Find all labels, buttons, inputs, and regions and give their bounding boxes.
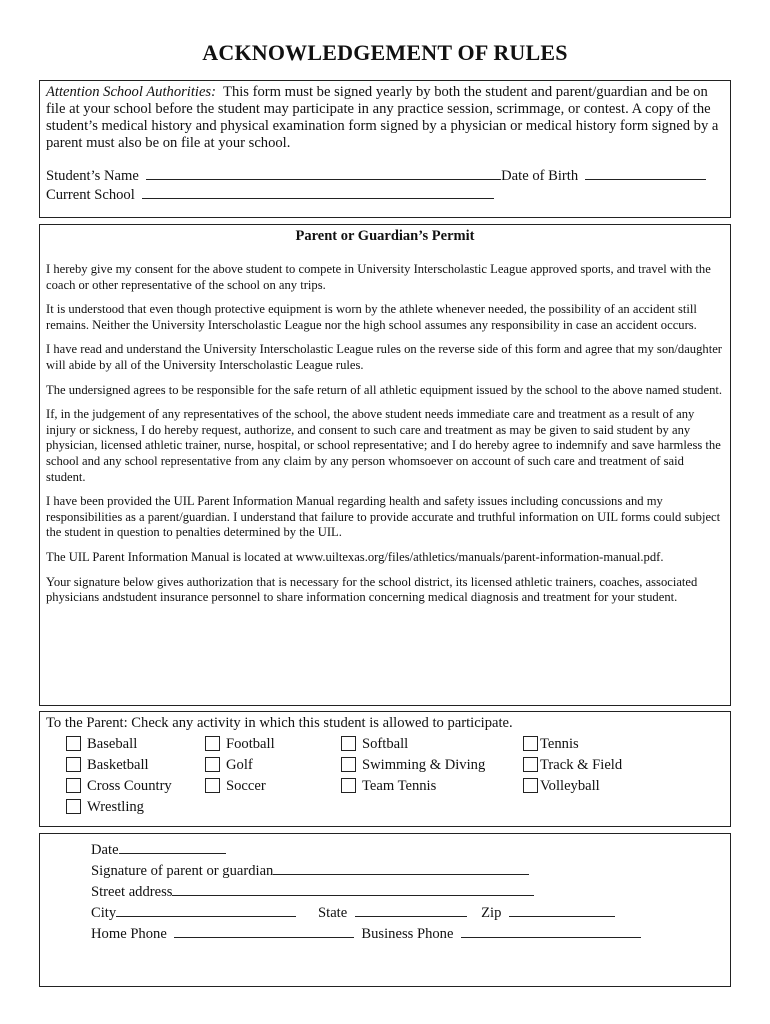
permit-paragraph: It is understood that even though protective equipment is worn by the athlete whenever needed, the possibility of an accident still remains. Neither the University Interscholastic League nor the high school assumes any responsibility in case an accident occurs. xyxy=(46,302,697,332)
date-label: Date xyxy=(91,842,119,858)
activity-team-tennis[interactable] xyxy=(341,778,436,795)
manual-location-paragraph: The UIL Parent Information Manual is located at www.uiltexas.org/files/athletics/manuals/parent-information-manual.pdf. xyxy=(46,549,664,564)
checkbox[interactable] xyxy=(341,778,356,793)
street-address-row xyxy=(91,882,534,901)
street-address-label: Street address xyxy=(91,884,173,900)
activity-label: Swimming & Diving xyxy=(362,757,486,773)
activity-label: Softball xyxy=(362,736,409,752)
activity-soccer[interactable] xyxy=(205,778,266,795)
permit-paragraph: Your signature below gives authorization that is necessary for the school district, its licensed athletic trainers, coaches, associated physicians andstudent insurance personnel to share information concerning medical diagnosis and treatment for your student. xyxy=(46,574,698,605)
checkbox[interactable] xyxy=(205,778,220,793)
attention-notice xyxy=(46,84,724,152)
student-name-label: Student’s Name xyxy=(46,168,139,184)
signature-section xyxy=(39,833,731,987)
activity-cross-country[interactable] xyxy=(66,778,172,795)
activity-football[interactable] xyxy=(205,736,275,753)
business-phone-label: Business Phone xyxy=(361,926,454,942)
street-address-field[interactable] xyxy=(172,882,534,896)
home-phone-label: Home Phone xyxy=(91,926,167,942)
activity-wrestling[interactable] xyxy=(66,799,144,816)
city-label: City xyxy=(91,905,117,921)
checkbox[interactable] xyxy=(205,736,220,751)
state-field[interactable] xyxy=(355,903,467,917)
activities-prompt: To the Parent: Check any activity in which this student is allowed to participate. xyxy=(46,715,513,731)
state-label: State xyxy=(318,905,348,921)
date-field[interactable] xyxy=(119,840,226,854)
current-school-field[interactable] xyxy=(142,185,494,199)
activity-label: Football xyxy=(226,736,275,752)
student-name-row xyxy=(46,166,724,185)
student-name-field[interactable] xyxy=(146,166,501,180)
home-phone-field[interactable] xyxy=(174,924,354,938)
activity-volleyball[interactable] xyxy=(523,778,600,795)
activity-label: Baseball xyxy=(87,736,138,752)
student-info-section xyxy=(39,80,731,218)
activity-label: Wrestling xyxy=(87,799,144,815)
checkbox[interactable] xyxy=(66,757,81,772)
city-field[interactable] xyxy=(116,903,296,917)
attention-lead: Attention School Authorities: xyxy=(46,84,216,100)
attention-text: This form must be signed yearly by both the student and parent/guardian and be on file at your school before the student may participate in any practice session, scrimmage, or contest. A copy of the student’s medical history and physical examination form signed by a physician or medical history form signed by a parent must also be on file at your school. xyxy=(46,84,719,151)
checkbox[interactable] xyxy=(523,778,538,793)
city-state-zip-row xyxy=(91,903,615,922)
activity-baseball[interactable] xyxy=(66,736,137,753)
form-title: ACKNOWLEDGEMENT OF RULES xyxy=(202,40,568,65)
checkbox[interactable] xyxy=(66,799,81,814)
date-row xyxy=(91,840,226,859)
checkbox[interactable] xyxy=(66,778,81,793)
permit-paragraph: I have been provided the UIL Parent Information Manual regarding health and safety issues including concussions and my responsibilities as a parent/guardian. I understand that failure to provide accurate and truthful information on UIL forms could subject the student in question to penalties determined by the UIL. xyxy=(46,494,721,540)
zip-field[interactable] xyxy=(509,903,615,917)
current-school-row xyxy=(46,185,724,204)
activity-label: Volleyball xyxy=(540,778,600,794)
activity-label: Soccer xyxy=(226,778,266,794)
activity-track-field[interactable] xyxy=(523,757,622,774)
checkbox[interactable] xyxy=(341,736,356,751)
activity-golf[interactable] xyxy=(205,757,253,774)
permit-paragraph: The undersigned agrees to be responsible for the safe return of all athletic equipment issued by the school to the above named student. xyxy=(46,382,723,397)
permit-title: Parent or Guardian’s Permit xyxy=(295,228,475,244)
activity-basketball[interactable] xyxy=(66,757,149,774)
date-of-birth-field[interactable] xyxy=(585,166,706,180)
zip-label: Zip xyxy=(481,905,502,921)
signature-row xyxy=(91,861,529,880)
checkbox[interactable] xyxy=(205,757,220,772)
activity-label: Golf xyxy=(226,757,253,773)
activity-label: Cross Country xyxy=(87,778,172,794)
signature-field[interactable] xyxy=(273,861,529,875)
activity-softball[interactable] xyxy=(341,736,408,753)
checkbox[interactable] xyxy=(523,757,538,772)
checkbox[interactable] xyxy=(341,757,356,772)
permit-paragraph: I hereby give my consent for the above student to compete in University Interscholastic League approved sports, and travel with the coach or other representative of the school on any trips. xyxy=(46,262,711,292)
phone-row xyxy=(91,924,641,943)
checkbox[interactable] xyxy=(523,736,538,751)
signature-label: Signature of parent or guardian xyxy=(91,863,274,879)
activity-label: Tennis xyxy=(540,736,579,752)
activity-label: Team Tennis xyxy=(362,778,437,794)
checkbox[interactable] xyxy=(66,736,81,751)
guardian-permit-section xyxy=(39,224,731,706)
activity-swimming-diving[interactable] xyxy=(341,757,485,774)
date-of-birth-label: Date of Birth xyxy=(501,168,579,184)
permit-paragraph: If, in the judgement of any representatives of the school, the above student needs immediate care and treatment as a result of any injury or sickness, I do hereby request, authorize, and consent to such care and treatment as may be given to said student by any physician, licensed athletic trainer, nurse, hospital, or school representative; and I do hereby agree to indemnify and save harmless the school and any school representative from any claim by any person whomsoever on account of such care and treatment of said student. xyxy=(46,407,721,484)
business-phone-field[interactable] xyxy=(461,924,641,938)
activity-tennis[interactable] xyxy=(523,736,579,753)
current-school-label: Current School xyxy=(46,187,135,203)
activity-label: Basketball xyxy=(87,757,149,773)
activity-label: Track & Field xyxy=(540,757,623,773)
permit-paragraph: I have read and understand the University Interscholastic League rules on the reverse side of this form and agree that my son/daughter will abide by all of the University Interscholastic League rules. xyxy=(46,342,722,372)
